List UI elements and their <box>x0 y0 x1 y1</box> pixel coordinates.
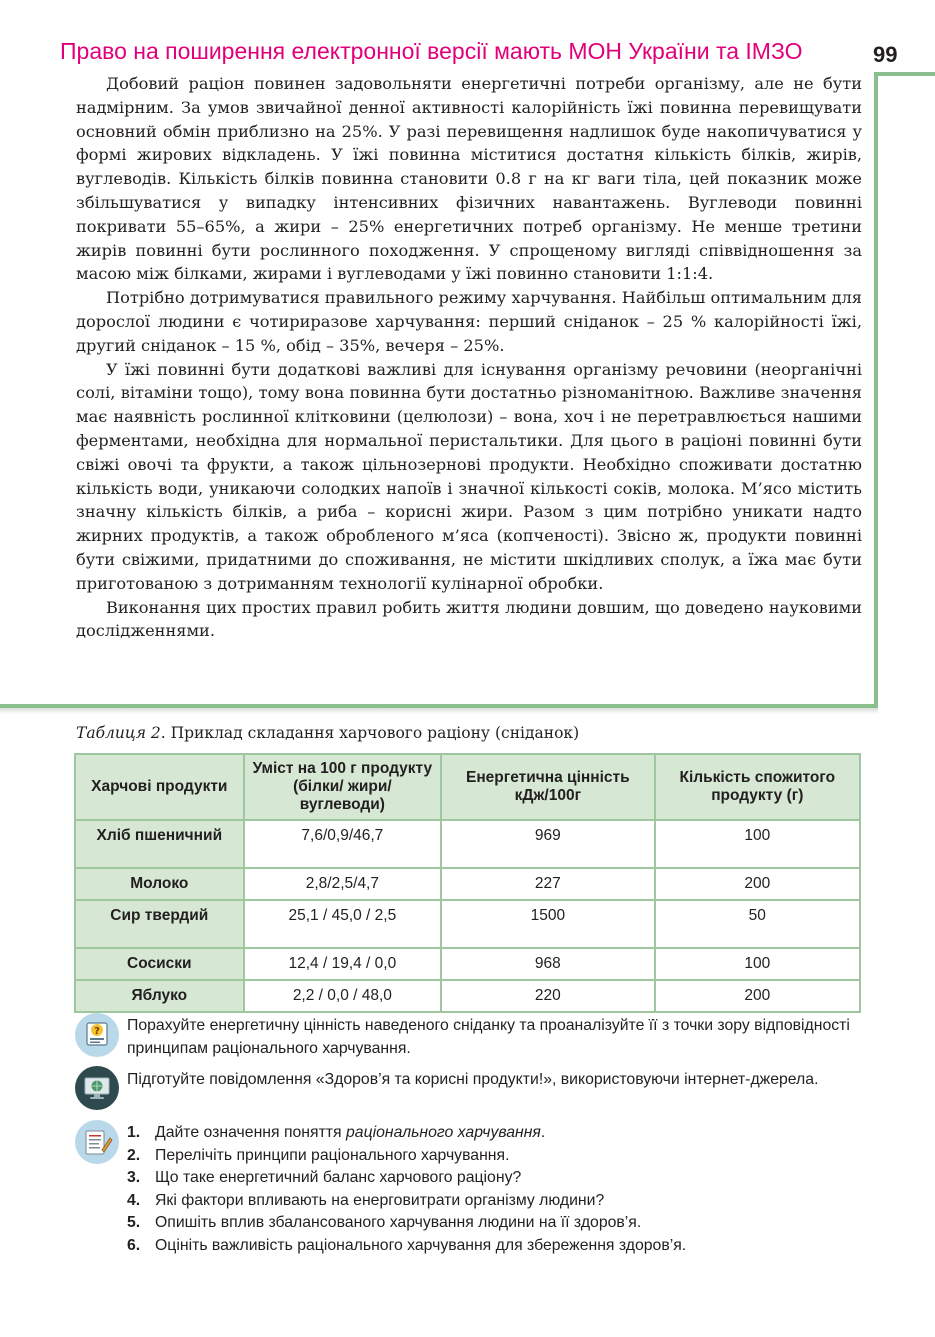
table-row <box>75 948 860 980</box>
list-item <box>127 1235 862 1258</box>
question-number: 1. <box>127 1124 141 1141</box>
table-row <box>75 820 860 868</box>
question-number: 6. <box>127 1236 141 1254</box>
product-cell: Хліб пшеничний <box>75 820 244 868</box>
question-number: 4. <box>127 1191 141 1209</box>
question-text: Що таке енергетичний баланс харчового раціону? <box>155 1169 522 1187</box>
nutrient-cell: 7,6/0,9/46,7 <box>244 820 441 868</box>
task-calculate: Порахуйте енергетичну цінність наведеного сніданку та проаналізуйте її з точки зору відповідності принципам раціонального харчування. <box>127 1017 850 1057</box>
amount-cell: 100 <box>655 948 860 980</box>
question-text: Оцініть важливість раціонального харчування для збереження здоров’я. <box>155 1236 687 1254</box>
energy-cell: 968 <box>441 948 654 980</box>
question-term: раціонального харчування <box>346 1124 541 1141</box>
page-number: 99 <box>873 42 898 67</box>
main-text <box>76 72 862 643</box>
product-cell: Яблуко <box>75 980 244 1012</box>
energy-cell: 220 <box>441 980 654 1012</box>
question-text-part: Дайте означення поняття <box>155 1124 346 1141</box>
paragraph: Добовий раціон повинен задовольняти енергетичні потреби організму, але не бути надмірним. За умов звичайної денної активності калорійність їжі повинна перевищувати основний обмін приблизно на 25%. У разі перевищення надлишок буде накопичуватися у формі жирових відкладень. У їжі повинна міститися достатня кількість білків, жирів, вуглеводів. Кількість білків повинна становити 0.8 г на кг ваги тіла, цей показник може збільшуватися у випадку інтенсивних фізичних навантажень. Вуглеводи повинні покривати 55–65%, а жири – 25% енергетичних потреб організму. Не менше третини жирів повинні бути рослинного походження. У спрощеному вигляді співвідношення за масою між білками, жирами і вуглеводами у їжі повинно становити 1:1:4. <box>76 74 862 284</box>
computer-globe-icon <box>75 1066 119 1110</box>
notebook-icon <box>75 1120 119 1164</box>
list-item <box>127 1145 862 1168</box>
question-number: 3. <box>127 1169 141 1187</box>
list-item <box>127 1122 862 1145</box>
question-icon <box>75 1013 119 1057</box>
product-cell: Молоко <box>75 868 244 900</box>
question-text: Які фактори впливають на енерговитрати організму людини? <box>155 1191 605 1209</box>
table-header-row <box>75 754 860 820</box>
table-header-cell: Кількість спожитого продукту (г) <box>655 754 860 820</box>
table-header-cell: Харчові продукти <box>75 754 244 820</box>
list-item <box>127 1212 862 1235</box>
table-caption-label: Таблиця 2 <box>76 724 161 742</box>
question-text: Перелічіть принципи раціонального харчування. <box>155 1146 510 1164</box>
energy-cell: 227 <box>441 868 654 900</box>
rights-notice: Право на поширення електронної версії мають МОН України та ІМЗО <box>60 38 803 64</box>
question-number: 5. <box>127 1214 141 1232</box>
task-report: Підготуйте повідомлення «Здоров’я та корисні продукти!», використовуючи інтернет-джерела. <box>127 1071 819 1088</box>
list-item <box>127 1167 862 1190</box>
amount-cell: 100 <box>655 820 860 868</box>
nutrient-cell: 2,8/2,5/4,7 <box>244 868 441 900</box>
table-row <box>75 900 860 948</box>
nutrient-cell: 2,2 / 0,0 / 48,0 <box>244 980 441 1012</box>
question-text-end: . <box>540 1124 546 1141</box>
table-header-cell: Уміст на 100 г продукту (білки/ жири/вуглеводи) <box>244 754 441 820</box>
frame-line-right <box>874 72 878 708</box>
table-row <box>75 980 860 1012</box>
review-questions <box>127 1122 862 1258</box>
frame-shadow <box>0 708 878 714</box>
question-text <box>155 1122 545 1145</box>
nutrient-cell: 12,4 / 19,4 / 0,0 <box>244 948 441 980</box>
table-row <box>75 868 860 900</box>
table-header-cell: Енергетична цінність кДж/100г <box>441 754 654 820</box>
table-caption-text: . Приклад складання харчового раціону (сніданок) <box>160 724 580 742</box>
nutrient-cell: 25,1 / 45,0 / 2,5 <box>244 900 441 948</box>
product-cell: Сосиски <box>75 948 244 980</box>
amount-cell: 200 <box>655 980 860 1012</box>
question-number: 2. <box>127 1146 141 1164</box>
product-cell: Сир твердий <box>75 900 244 948</box>
diet-table <box>74 753 861 1013</box>
paragraph: Потрібно дотримуватися правильного режиму харчування. Найбільш оптимальним для дорослої людини є чотириразове харчування: перший сніданок – 25 % калорійності їжі, другий сніданок – 15 %, обід – 35%, вечеря – 25%. <box>76 288 862 355</box>
energy-cell: 1500 <box>441 900 654 948</box>
paragraph: У їжі повинні бути додаткові важливі для існування організму речовини (неорганічні солі, вітаміни тощо), тому вона повинна бути достатньо різноманітною. Важливе значення має наявність рослинної клітковини (целюлози) – вона, хоч і не перетравлюється нашими ферментами, необхідна для нормальної перистальтики. Для цього в раціоні повинні бути свіжі овочі та фрукти, а також цільнозернові продукти. Необхідно споживати достатню кількість води, уникаючи солодких напоїв і значної кількості соків, молока. М’ясо містить значну кількість білків, а риба – корисні жири. Разом з цим потрібно уникати надто жирних продуктів, а також обробленого м’яса (копченості). Звісно ж, продукти повинні бути свіжими, придатними до споживання, не містити шкідливих сполук, а їжа має бути приготованою з дотриманням технології кулінарної обробки. <box>76 359 862 593</box>
svg-text:?: ? <box>94 1026 100 1037</box>
paragraph: Виконання цих простих правил робить життя людини довшим, що доведено науковими дослідженнями. <box>76 597 862 641</box>
energy-cell: 969 <box>441 820 654 868</box>
list-item <box>127 1190 862 1213</box>
frame-line-top <box>874 72 935 76</box>
amount-cell: 200 <box>655 868 860 900</box>
amount-cell: 50 <box>655 900 860 948</box>
table-caption <box>76 722 579 744</box>
question-text: Опишіть вплив збалансованого харчування людини на її здоров’я. <box>155 1214 642 1232</box>
